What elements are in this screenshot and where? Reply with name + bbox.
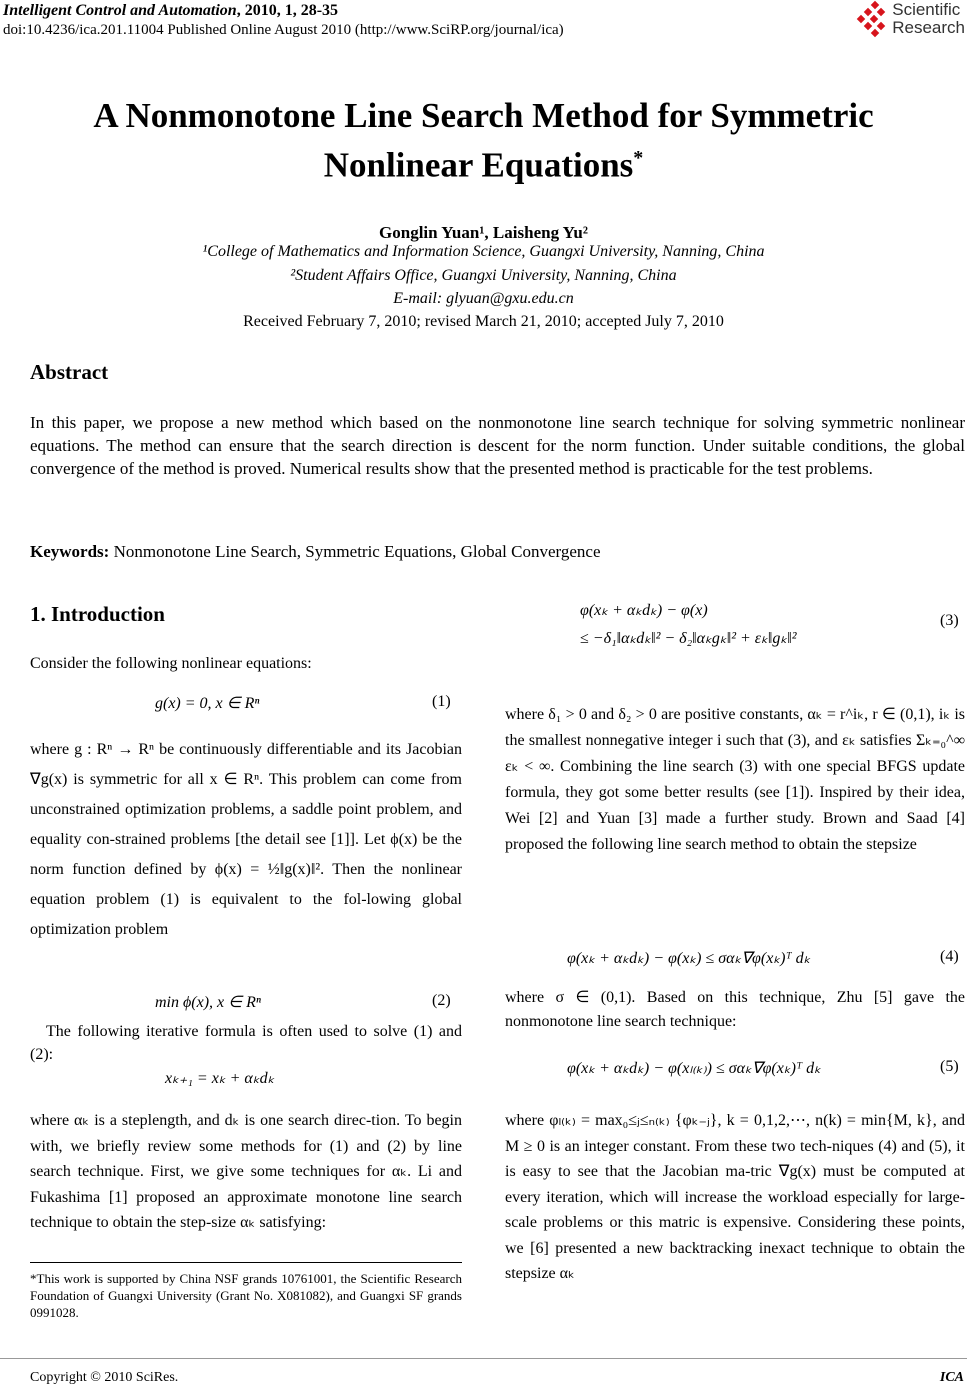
equation-4: φ(xₖ + αₖdₖ) − φ(xₖ) ≤ σαₖ∇φ(xₖ)ᵀ dₖ xyxy=(567,950,811,967)
keywords-text: Nonmonotone Line Search, Symmetric Equations, Global Convergence xyxy=(109,542,601,561)
right-paragraph-1: where δ₁ > 0 and δ₂ > 0 are positive constants, αₖ = r^iₖ, r ∈ (0,1), iₖ is the smallest nonnegative integer i such that (3), and εₖ satisfies Σₖ₌₀^∞ εₖ < ∞. Combining the line search (3) with one special BFGS update formula, they got some better results (see [1]). Inspired by their idea, Wei [2] and Yuan [3] made a further study. Brown and Saad [4] proposed the following line search method to obtain the stepsize xyxy=(505,706,965,853)
logo-text-2: Research xyxy=(892,18,965,37)
section-heading-introduction: 1. Introduction xyxy=(30,602,165,626)
keywords-label: Keywords: xyxy=(30,542,110,561)
title-line-2: Nonlinear Equations xyxy=(323,145,634,185)
affiliation-1: ¹College of Mathematics and Information Science, Guangxi University, Nanning, China xyxy=(202,243,765,260)
diamond-cluster-icon xyxy=(852,0,888,38)
publisher-logo xyxy=(852,0,965,38)
intro-paragraph-1: Consider the following nonlinear equations: xyxy=(30,655,312,672)
iteration-formula: xₖ₊₁ = xₖ + αₖdₖ xyxy=(165,1070,275,1087)
journal-name: Intelligent Control and Automation xyxy=(3,2,237,19)
journal-citation xyxy=(3,2,338,20)
authors: Gonglin Yuan¹, Laisheng Yu² xyxy=(379,223,588,242)
paper-title xyxy=(0,94,967,187)
abstract-heading: Abstract xyxy=(30,360,109,384)
intro-paragraph-2: where g : Rⁿ → Rⁿ be continuously differentiable and its Jacobian ∇g(x) is symmetric for all x ∈ Rⁿ. This problem can come from unconstrained optimization problems, a saddle point problem, and equality con-strained problems [the detail see [1]]. Let ϕ(x) be the norm function defined by ϕ(x) = ½‖g(x)‖². Then the nonlinear equation problem (1) is equivalent to the fol-lowing global optimization problem xyxy=(30,741,462,938)
intro-paragraph-3: The following iterative formula is often used to solve (1) and (2): xyxy=(30,1023,462,1063)
abstract-body: In this paper, we propose a new method which based on the nonmonotone line search technique for solving symmetric nonlinear equations. The method can ensure that the search direction is descent for the norm function. Under suitable conditions, the global convergence of the method is proved. Numerical results show that the presented method is practicable for the test problems. xyxy=(30,413,965,478)
equation-2: min ϕ(x), x ∈ Rⁿ xyxy=(155,994,261,1011)
footnote: *This work is supported by China NSF grands 10761001, the Scientific Research Foundation of Guangxi University (Grant No. X081082), and Guangxi SF grands 0991028. xyxy=(30,1271,462,1320)
right-paragraph-2: where σ ∈ (0,1). Based on this technique, Zhu [5] gave the nonmonotone line search technique: xyxy=(505,989,965,1030)
equation-5: φ(xₖ + αₖdₖ) − φ(xₗ₍ₖ₎) ≤ σαₖ∇φ(xₖ)ᵀ dₖ xyxy=(567,1060,821,1077)
keywords xyxy=(30,542,601,562)
footnote-rule xyxy=(30,1262,462,1263)
footer-rule xyxy=(0,1358,967,1359)
intro-paragraph-4-text: where αₖ is a steplength, and dₖ is one search direc-tion. To begin with, we briefly review some methods for (1) and (2) by line search technique. First, we give some techniques for αₖ. Li and Fukashima [1] proposed an approximate monotone line search technique to obtain the step-size αₖ satisfying: xyxy=(30,1112,462,1231)
title-line-1: A Nonmonotone Line Search Method for Symmetric xyxy=(93,96,874,135)
doi-line: doi:10.4236/ica.201.11004 Published Online August 2010 (http://www.SciRP.org/journal/ica) xyxy=(3,22,564,38)
logo-text-1: Scientific xyxy=(892,0,961,19)
journal-abbr: ICA xyxy=(939,1370,964,1385)
right-paragraph-3: where φₗ₍ₖ₎ = max₀≤ⱼ≤ₙ₍ₖ₎ {φₖ₋ⱼ}, k = 0,1,2,⋯, n(k) = min{M, k}, and M ≥ 0 is an integer constant. From these two tech-niques (4) and (5), it is easy to see that the Jacobian ma-tric ∇g(x) must be computed at every iteration, which will increase the workload especially for large-scale problems or this matric is expensive. Considering these points, we [6] presented a new backtracking inexact technique to obtain the stepsize αₖ xyxy=(505,1112,965,1282)
equation-5-number: (5) xyxy=(940,1058,959,1075)
footnote-mark: * xyxy=(633,147,644,169)
equation-1: g(x) = 0, x ∈ Rⁿ xyxy=(155,695,260,712)
received-dates: Received February 7, 2010; revised March 21, 2010; accepted July 7, 2010 xyxy=(243,313,724,330)
equation-1-number: (1) xyxy=(432,693,451,710)
equation-3-line-1: φ(xₖ + αₖdₖ) − φ(x) xyxy=(580,602,708,619)
copyright: Copyright © 2010 SciRes. xyxy=(30,1370,179,1385)
equation-4-number: (4) xyxy=(940,948,959,965)
equation-3-number: (3) xyxy=(940,612,959,629)
citation: , 2010, 1, 28-35 xyxy=(236,2,339,19)
equation-2-number: (2) xyxy=(432,992,451,1009)
equation-3-line-2: ≤ −δ₁‖αₖdₖ‖² − δ₂‖αₖgₖ‖² + εₖ‖gₖ‖² xyxy=(580,630,797,647)
affiliation-2: ²Student Affairs Office, Guangxi University, Nanning, China xyxy=(290,267,677,284)
email: E-mail: glyuan@gxu.edu.cn xyxy=(393,290,574,307)
